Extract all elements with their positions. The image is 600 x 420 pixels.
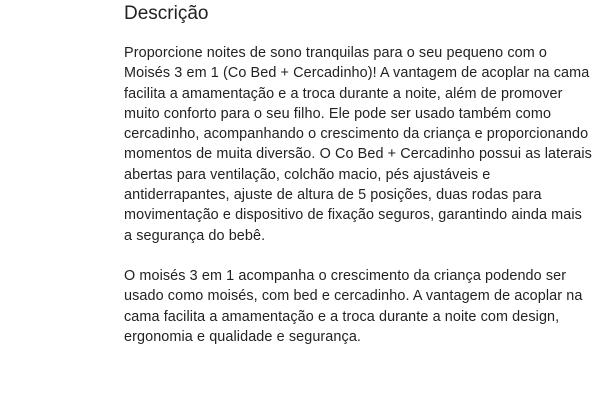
description-paragraph-2: O moisés 3 em 1 acompanha o crescimento da criança podendo ser usado como moisés, com bed e cercadinho. A vantagem de acoplar na cama facilita a amamentação e a troca durante a noite com design, ergonomia e qualidade e segurança.: [124, 267, 583, 345]
description-heading: Descrição: [124, 3, 209, 24]
product-description-section: [124, 0, 594, 347]
description-paragraph-1: Proporcione noites de sono tranquilas para o seu pequeno com o Moisés 3 em 1 (Co Bed + Cercadinho)! A vantagem de acoplar na cama facilita a amamentação e a troca durante a noite, além de promover muito conforto para o seu filho. Ele pode ser usado também como cercadinho, acompanhando o crescimento da criança e proporcionando momentos de muita diversão. O Co Bed + Cercadinho possui as laterais abertas para ventilação, colchão macio, pés ajustáveis e antiderrapantes, ajuste de altura de 5 posições, duas rodas para movimentação e dispositivo de fixação seguros, garantindo ainda mais a segurança do bebê.: [124, 45, 592, 244]
